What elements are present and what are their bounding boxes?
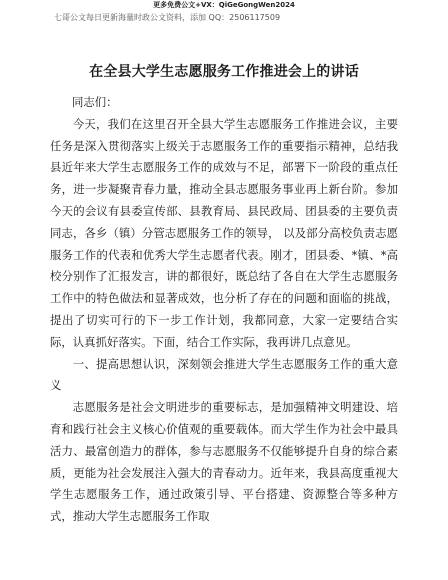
section-paragraph: 志愿服务是社会文明进步的重要标志，是加强精神文明建设、培育和践行社会主义核心价值观的重要载体。而大学生作为社会中最具活力、最富创造力的群体，参与志愿服务不仅能够提升自身的综合素质，更能为社会发展注入强大的青春动力。近年来，我县高度重视大学生志愿服务工作，通过政策引导、平台搭建、资源整合等多种方式，推动大学生志愿服务工作取: [50, 400, 398, 524]
opening-paragraph: 今天，我们在这里召开全县大学生志愿服务工作推进会议，主要任务是深入贯彻落实上级关于志愿服务工作的重要指示精神，总结我县近年来大学生志愿服务工作的成效与不足，部署下一阶段的重点任务，进一步凝聚青春力量，推动全县志愿服务事业再上新台阶。参加今天的会议有县委宣传部、县教育局、县民政局、团县委的主要负责同志，各乡（镇）分管志愿服务工作的领导， 以及部分高校负责志愿服务工作的代表和优秀大学生志愿者代表。刚才，团县委、*镇、*高校分别作了汇报发言，讲的都很好，既总结了各自在大学生志愿服务工作中的特色做法和显著成效，也分析了存在的问题和面临的挑战，提出了切实可行的下一步工作计划，我都同意，大家一定要结合实际，认真抓好落实。下面，结合工作实际，我再讲几点意见。: [50, 116, 398, 349]
header-note: 七哥公文每日更新海量时政公文资料，添加 QQ：2506117509: [54, 13, 281, 22]
document-title: 在全县大学生志愿服务工作推进会上的讲话: [89, 64, 359, 80]
section-heading: 一、提高思想认识，深刻领会推进大学生志愿服务工作的重大意义: [50, 356, 398, 393]
promo-banner: 更多免费公文+VX：QiGeGongWen2024: [153, 1, 295, 9]
salutation: 同志们：: [72, 95, 118, 109]
document-body: [50, 62, 398, 528]
